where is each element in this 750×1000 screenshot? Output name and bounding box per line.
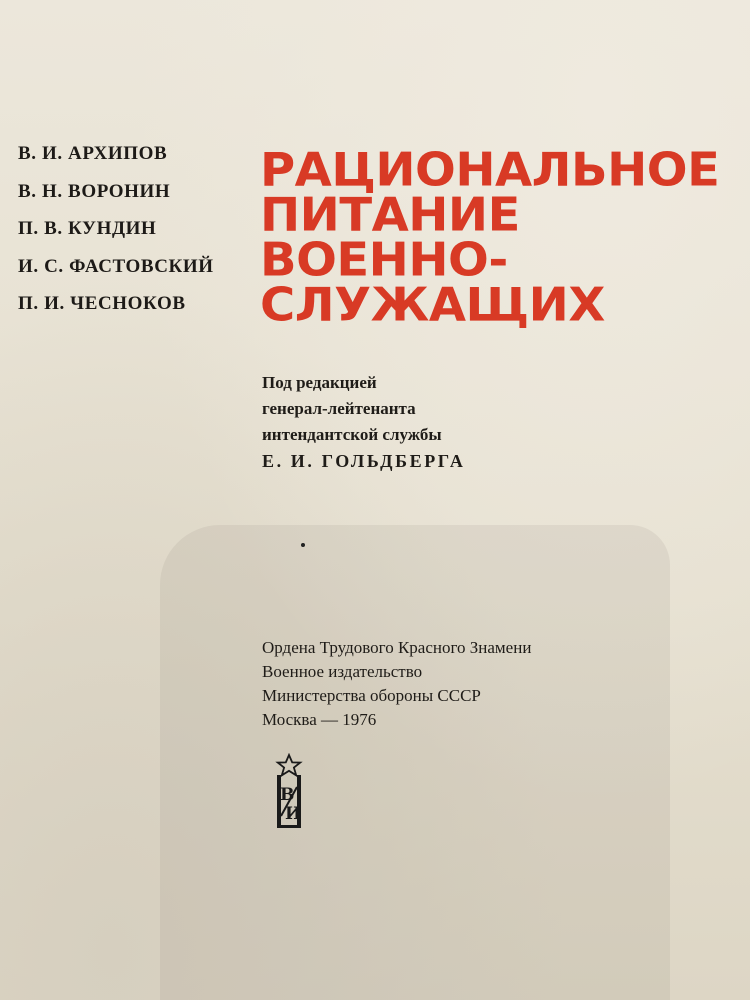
title-line: СЛУЖАЩИХ <box>260 277 605 333</box>
author-name: В. Н. ВОРОНИН <box>18 180 171 202</box>
editor-line: Под редакцией <box>262 373 377 392</box>
title-line: ПИТАНИЕ <box>260 187 520 243</box>
author-list <box>18 139 214 327</box>
publisher-line: Москва — 1976 <box>262 710 377 729</box>
author-name: П. И. ЧЕСНОКОВ <box>18 293 186 314</box>
logo-letter-v: В <box>280 785 295 805</box>
ink-dot <box>301 543 305 547</box>
publisher-line: Военное издательство <box>262 662 423 681</box>
publisher-block <box>262 636 531 732</box>
author-name: И. С. ФАСТОВСКИЙ <box>18 255 214 277</box>
logo-letter-i: И <box>285 804 302 824</box>
editor-line: интендантской службы <box>262 425 442 444</box>
editor-block <box>262 370 466 474</box>
author-name: П. В. КУНДИН <box>18 218 157 239</box>
title-line: РАЦИОНАЛЬНОЕ <box>260 142 720 198</box>
page-shadow <box>160 525 670 1000</box>
book-title <box>260 142 720 333</box>
editor-name: Е. И. ГОЛЬДБЕРГА <box>262 451 466 471</box>
title-line: ВОЕННО- <box>260 232 508 288</box>
publisher-line: Ордена Трудового Красного Знамени <box>262 638 532 657</box>
publisher-logo <box>268 753 310 831</box>
editor-line: генерал-лейтенанта <box>262 399 416 418</box>
author-name: В. И. АРХИПОВ <box>18 143 168 164</box>
star-icon <box>278 755 300 775</box>
publisher-line: Министерства обороны СССР <box>262 686 481 705</box>
